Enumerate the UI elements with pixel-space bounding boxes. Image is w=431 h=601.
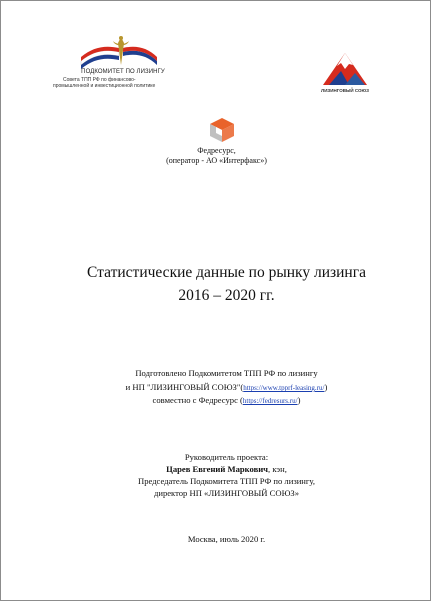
project-leader-name: Царев Евгений Маркович (166, 464, 269, 474)
subcommittee-name: ПОДКОМИТЕТ ПО ЛИЗИНГУ (81, 69, 165, 75)
prepared-by-line1: Подготовлено Подкомитетом ТПП РФ по лизингу (135, 368, 318, 378)
subcommittee-subtitle-line2: промышленной и инвестиционной политике (53, 83, 156, 89)
mountain-emblem-icon (319, 51, 371, 87)
fedresurs-operator: (оператор - АО «Интерфакс») (166, 156, 267, 165)
leasing-union-caption: ЛИЗИНГОВЫЙ СОЮЗ (321, 88, 369, 93)
document-title: Статистические данные по рынку лизинга (87, 264, 366, 281)
fedresurs-cube-icon (209, 117, 235, 143)
fedresurs-name: Федресурс, (197, 146, 236, 155)
subcommittee-subtitle (53, 77, 183, 89)
project-leader-role1: Председатель Подкомитета ТПП РФ по лизингу, (137, 476, 316, 486)
place-and-date: Москва, июль 2020 г. (187, 534, 266, 544)
prepared-by-line2-text: и НП "ЛИЗИНГОВЫЙ СОЮЗ"( (125, 382, 244, 392)
fedresurs-link[interactable]: https://fedresurs.ru/ (242, 397, 298, 405)
project-leader-role2: директор НП «ЛИЗИНГОВЫЙ СОЮЗ» (153, 488, 300, 498)
leasing-union-logo (319, 51, 371, 101)
tpprf-leasing-link[interactable]: https://www.tpprf-leasing.ru/ (243, 384, 325, 392)
prepared-by-line2 (1, 381, 431, 395)
project-leader-degree: , кэн, (268, 464, 287, 474)
fedresurs-logo (209, 117, 235, 148)
tpp-flag-emblem-icon (79, 35, 159, 69)
project-leader-name-line (1, 463, 431, 475)
document-years: 2016 – 2020 гг. (178, 287, 275, 304)
prepared-by-line3 (1, 394, 431, 408)
leasing-subcommittee-logo (53, 35, 193, 95)
prepared-by-line3-text: совместно с Федресурс ( (152, 395, 243, 405)
project-leader-label: Руководитель проекта: (184, 452, 269, 462)
prepared-by-line3-end: ) (297, 395, 301, 405)
prepared-by-line2-end: ) (324, 382, 328, 392)
subcommittee-subtitle-line1: Совета ТПП РФ по финансово- (63, 77, 136, 83)
